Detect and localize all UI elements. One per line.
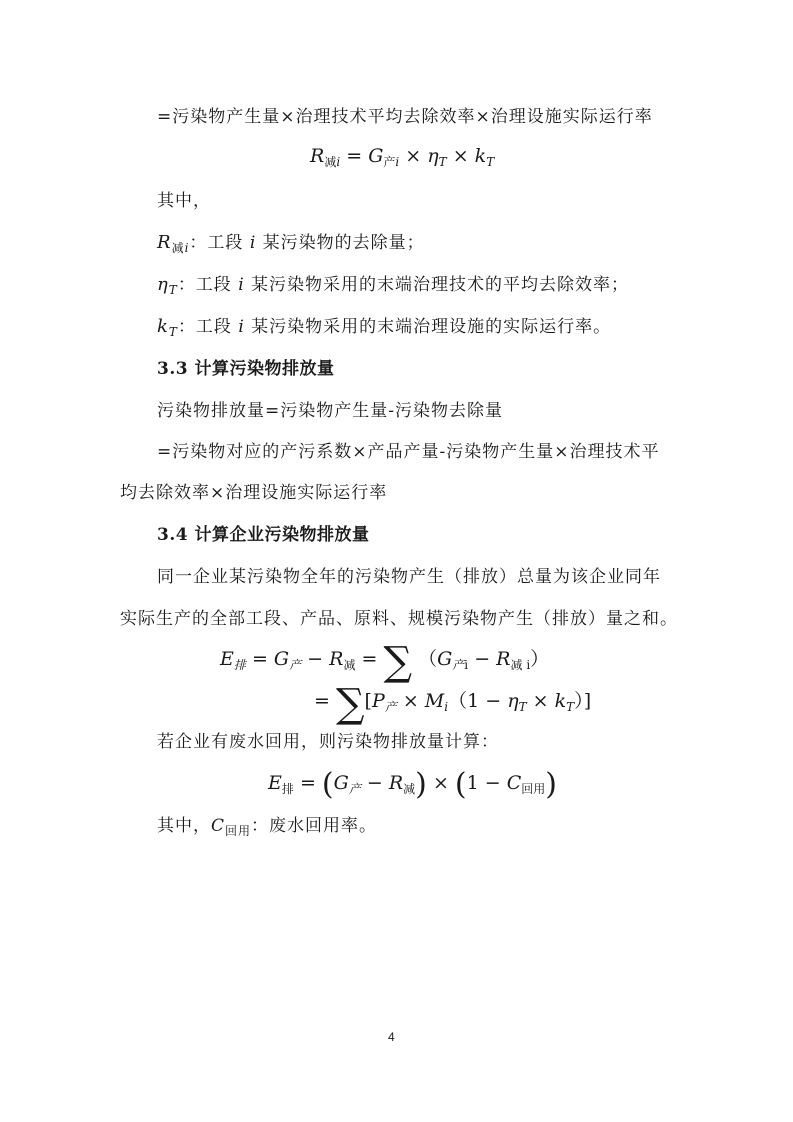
f3-minus2: − [484, 772, 501, 794]
paragraph-3-4-line3: 若企业有废水回用，则污染物排放量计算： [157, 732, 499, 752]
section-heading-3-4: 3.4 计算企业污染物排放量 [157, 525, 370, 545]
def3-text: ：工段 [177, 317, 239, 337]
sub-t2: T [486, 155, 495, 169]
section-heading-3-3: 3.3 计算污染物排放量 [157, 359, 335, 379]
def-c-text: ：废水回用率。 [251, 816, 378, 836]
eq: = [346, 145, 363, 167]
f1-e: E [220, 648, 234, 670]
f1-sub-jian2: 减 [510, 658, 523, 672]
symbol-r: R [310, 145, 325, 167]
f1-g2: G [437, 648, 453, 670]
removal-formula [310, 145, 494, 170]
paragraph-3-4-line2: 实际生产的全部工段、产品、原料、规模污染物产生（排放）量之和。 [120, 609, 678, 629]
f1-minus2: − [474, 648, 491, 670]
f2-sub-t: T [518, 700, 527, 714]
emission-formula-line1 [220, 639, 550, 685]
def-sub-i: i [184, 241, 190, 255]
definition-k [157, 316, 611, 343]
formula-text-line: =污染物产生量×治理技术平均去除效率×治理设施实际运行率 [157, 107, 653, 127]
f1-r: R [329, 648, 344, 670]
qizhong-label: 其中， [157, 191, 211, 211]
f3-one: 1 [466, 772, 479, 794]
f3-sub-pai: 排 [281, 782, 294, 796]
f1-sigma: ∑ [383, 639, 413, 685]
f1-sub-chan: 产 [289, 658, 302, 672]
f3-minus: − [366, 772, 383, 794]
def3-i: i [238, 317, 245, 337]
reuse-formula [268, 767, 558, 802]
f2-one: 1 [467, 690, 480, 712]
symbol-k: k [474, 145, 487, 167]
definition-eta [157, 274, 629, 301]
f3-sub-jian: 减 [403, 782, 416, 796]
f3-eq: = [299, 772, 316, 794]
times2: × [452, 145, 469, 167]
f3-rparen2: ) [545, 767, 558, 802]
f2-times2: × [532, 690, 549, 712]
f1-sub-jian: 减 [343, 658, 356, 672]
f3-c: C [506, 772, 522, 794]
sub-jian: 减 [324, 155, 337, 169]
f1-rparen: ） [530, 648, 550, 670]
f2-lparen: （ [448, 690, 468, 712]
f2-sub-i: i [444, 700, 449, 714]
f2-k: k [554, 690, 567, 712]
sub-t: T [438, 155, 447, 169]
times: × [405, 145, 422, 167]
f1-eq2: = [361, 648, 378, 670]
def3-rest: 某污染物采用的末端治理设施的实际运行率。 [244, 317, 612, 337]
definition-r [157, 232, 425, 259]
page-number: 4 [388, 1030, 395, 1044]
f1-sub-i2: i [526, 658, 531, 672]
f1-minus: − [307, 648, 324, 670]
f2-times: × [402, 690, 419, 712]
def1-rest: 某污染物的去除量； [256, 233, 425, 253]
f2-eta: η [507, 690, 519, 712]
f3-r: R [388, 772, 404, 794]
f3-g: G [333, 772, 349, 794]
f1-eq1: = [251, 648, 268, 670]
f1-g: G [273, 648, 290, 670]
f1-sub-i: i [464, 658, 469, 672]
symbol-g: G [368, 145, 384, 167]
f3-lparen2: ( [454, 767, 467, 802]
f1-sub-chan2: 产 [452, 658, 465, 672]
f1-r2: R [496, 648, 511, 670]
symbol-eta: η [427, 145, 439, 167]
qizhong-label-2: 其中， [157, 816, 211, 836]
f1-sub-pai: 排 [233, 658, 246, 672]
f2-rbracket: ] [583, 690, 592, 712]
def-sub-t2: T [168, 325, 178, 339]
f2-sub-t2: T [566, 700, 575, 714]
def-sub-t: T [168, 283, 178, 297]
f2-m: M [424, 690, 445, 712]
f3-rparen: ) [415, 767, 427, 802]
f2-sub-chan: 产 [384, 700, 397, 714]
def-symbol-eta: η [157, 274, 169, 295]
def-symbol-c: C [211, 816, 226, 836]
f2-rparen: ） [574, 690, 584, 712]
f3-times: × [432, 772, 449, 794]
f2-lbracket: [ [364, 690, 372, 712]
paragraph-3-3-line2: =污染物对应的产污系数×产品产量-污染物产生量×治理技术平 [157, 442, 660, 462]
f3-e: E [268, 772, 282, 794]
def-symbol-r: R [157, 232, 172, 253]
f2-p: P [371, 690, 385, 712]
sub-i2: i [395, 155, 400, 169]
def1-text: ：工段 [189, 233, 250, 253]
emission-formula-line2 [314, 681, 592, 727]
f1-lparen: （ [418, 648, 438, 670]
paragraph-3-3-line1: 污染物排放量=污染物产生量-污染物去除量 [157, 401, 503, 421]
def1-i: i [249, 233, 257, 253]
f2-eq: = [314, 690, 330, 712]
paragraph-3-3-line3: 均去除效率×治理设施实际运行率 [120, 483, 388, 503]
def2-i: i [238, 275, 245, 295]
paragraph-3-4-line1: 同一企业某污染物全年的污染物产生（排放）总量为该企业同年 [157, 567, 661, 587]
def-sub-jian: 减 [171, 241, 185, 255]
sub-chan: 产 [383, 155, 396, 169]
definition-c [157, 815, 377, 842]
def2-text: ：工段 [177, 275, 239, 295]
f3-sub-chan: 产 [348, 782, 361, 796]
f3-sub-huiyong: 回用 [521, 782, 546, 796]
f2-minus: − [485, 690, 502, 712]
f3-lparen: ( [321, 767, 334, 802]
def-sub-huiyong: 回用 [225, 824, 252, 838]
def2-rest: 某污染物采用的末端治理技术的平均去除效率； [244, 275, 630, 295]
def-symbol-k: k [157, 316, 169, 337]
f2-sigma: ∑ [335, 681, 365, 727]
sub-i: i [336, 155, 341, 169]
